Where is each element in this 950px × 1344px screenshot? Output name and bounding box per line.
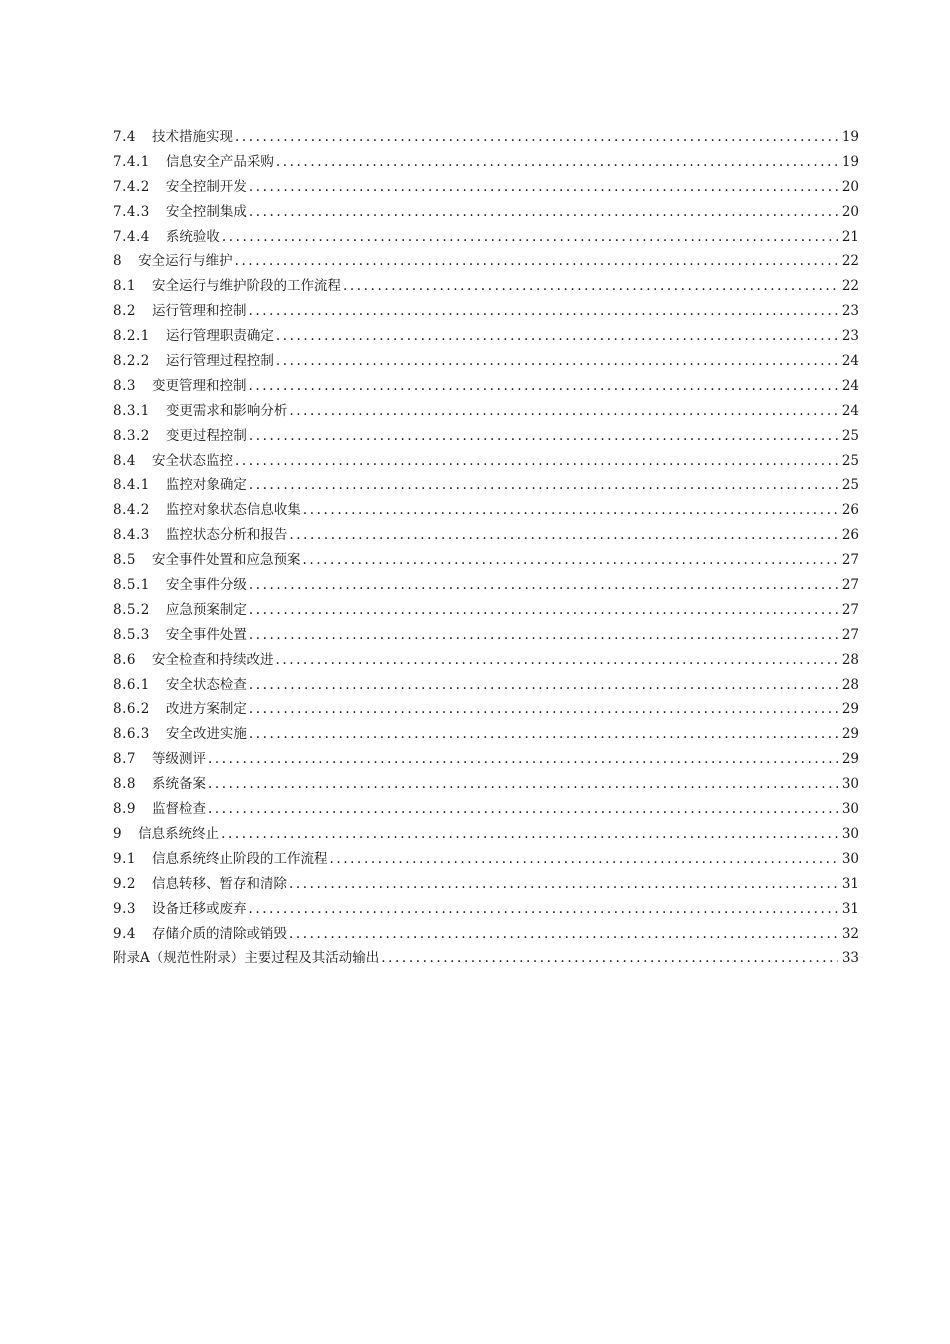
- toc-entry-page-number: 25: [841, 452, 859, 469]
- toc-entry-title: 安全事件分级: [165, 577, 247, 594]
- toc-entry[interactable]: [113, 175, 859, 200]
- toc-entry-title: 运行管理过程控制: [165, 353, 274, 370]
- toc-entry-page-number: 30: [841, 776, 859, 793]
- toc-entry-title: 应急预案制定: [165, 601, 247, 618]
- toc-entry-title: 信息系统终止阶段的工作流程: [151, 850, 328, 867]
- toc-dot-leader: [289, 922, 838, 947]
- toc-dot-leader: [249, 200, 838, 225]
- toc-dot-leader: [381, 946, 838, 971]
- toc-entry-page-number: 23: [841, 303, 859, 320]
- toc-entry-page-number: 21: [841, 228, 859, 245]
- toc-dot-leader: [208, 797, 838, 822]
- toc-entry-number: 8.5.1: [113, 577, 150, 594]
- toc-dot-leader: [249, 598, 838, 623]
- toc-entry-number: 8.6.2: [113, 701, 150, 718]
- toc-entry-page-number: 33: [841, 950, 859, 967]
- toc-entry-title: 运行管理职责确定: [165, 328, 274, 345]
- toc-entry-page-number: 27: [841, 601, 859, 618]
- toc-entry[interactable]: [113, 897, 859, 922]
- toc-entry[interactable]: [113, 946, 859, 971]
- toc-entry-number: 8.5: [113, 552, 136, 569]
- toc-entry-page-number: 22: [841, 278, 859, 295]
- toc-entry-title: 变更管理和控制: [151, 377, 247, 394]
- toc-entry-title: 安全检查和持续改进: [151, 651, 274, 668]
- toc-entry-page-number: 29: [841, 701, 859, 718]
- toc-entry-page-number: 24: [841, 377, 859, 394]
- toc-entry-number: 8.3.1: [113, 402, 150, 419]
- toc-dot-leader: [249, 673, 838, 698]
- toc-entry[interactable]: [113, 548, 859, 573]
- toc-dot-leader: [222, 225, 838, 250]
- toc-dot-leader: [235, 249, 838, 274]
- toc-dot-leader: [275, 648, 838, 673]
- toc-entry-number: 8.8: [113, 776, 136, 793]
- toc-entry-number: 9: [113, 825, 123, 842]
- toc-entry[interactable]: [113, 274, 859, 299]
- toc-entry-number: 8.4.1: [113, 477, 150, 494]
- toc-entry[interactable]: [113, 598, 859, 623]
- toc-entry-title: 系统验收: [165, 228, 220, 245]
- toc-entry[interactable]: [113, 673, 859, 698]
- toc-entry-number: 7.4.1: [113, 153, 150, 170]
- toc-entry-title: 变更过程控制: [165, 427, 247, 444]
- toc-dot-leader: [208, 747, 838, 772]
- toc-entry-number: 8.2.1: [113, 328, 150, 345]
- toc-entry[interactable]: [113, 498, 859, 523]
- toc-dot-leader: [248, 299, 838, 324]
- toc-entry-number: 8.5.2: [113, 601, 150, 618]
- toc-entry-number: 7.4: [113, 129, 136, 145]
- toc-entry[interactable]: [113, 299, 859, 324]
- toc-entry[interactable]: [113, 847, 859, 872]
- toc-entry-title: 安全运行与维护: [138, 253, 233, 270]
- toc-dot-leader: [276, 324, 838, 349]
- toc-entry-page-number: 19: [841, 129, 859, 145]
- toc-entry-title: 信息安全产品采购: [165, 153, 274, 170]
- toc-entry-number: 8.2.2: [113, 353, 150, 370]
- toc-dot-leader: [249, 623, 838, 648]
- toc-dot-leader: [249, 573, 838, 598]
- toc-dot-leader: [248, 374, 838, 399]
- toc-entry-page-number: 27: [841, 577, 859, 594]
- toc-entry[interactable]: [113, 324, 859, 349]
- toc-dot-leader: [235, 449, 838, 474]
- toc-entry-title: 安全控制开发: [165, 178, 247, 195]
- toc-entry-number: 7.4.3: [113, 203, 150, 220]
- toc-entry-number: 7.4.2: [113, 178, 150, 195]
- toc-dot-leader: [249, 697, 838, 722]
- toc-entry-title: 技术措施实现: [151, 129, 233, 145]
- toc-entry-number: 8.6.1: [113, 676, 150, 693]
- toc-dot-leader: [276, 150, 838, 175]
- toc-entry[interactable]: [113, 722, 859, 747]
- toc-dot-leader: [249, 424, 838, 449]
- toc-entry-page-number: 19: [841, 153, 859, 170]
- toc-entry-number: 8: [113, 253, 123, 270]
- toc-entry-number: 9.3: [113, 900, 136, 917]
- toc-dot-leader: [221, 822, 838, 847]
- toc-dot-leader: [289, 399, 838, 424]
- toc-entry[interactable]: [113, 424, 859, 449]
- toc-entry-page-number: 27: [841, 626, 859, 643]
- toc-entry[interactable]: [113, 200, 859, 225]
- table-of-contents: [113, 125, 859, 971]
- toc-entry-title: 安全事件处置和应急预案: [151, 552, 301, 569]
- toc-entry-title: 系统备案: [151, 776, 206, 793]
- toc-entry-title: 信息转移、暂存和清除: [151, 875, 287, 892]
- toc-entry-title: 安全控制集成: [165, 203, 247, 220]
- toc-entry-page-number: 23: [841, 328, 859, 345]
- toc-entry-page-number: 32: [841, 925, 859, 942]
- toc-dot-leader: [343, 274, 838, 299]
- toc-dot-leader: [276, 349, 838, 374]
- toc-entry[interactable]: [113, 623, 859, 648]
- toc-entry-page-number: 30: [841, 801, 859, 818]
- toc-dot-leader: [329, 847, 838, 872]
- toc-entry[interactable]: [113, 872, 859, 897]
- toc-dot-leader: [208, 772, 838, 797]
- toc-entry-page-number: 20: [841, 178, 859, 195]
- toc-entry-title: 运行管理和控制: [151, 303, 247, 320]
- toc-dot-leader: [289, 523, 838, 548]
- toc-entry-title: 设备迁移或废弃: [151, 900, 247, 917]
- toc-entry-number: 8.6: [113, 651, 136, 668]
- toc-entry-title: 安全状态检查: [165, 676, 247, 693]
- toc-entry-page-number: 27: [841, 552, 859, 569]
- toc-dot-leader: [289, 872, 838, 897]
- toc-entry-title: 信息系统终止: [138, 825, 220, 842]
- toc-entry-number: 9.2: [113, 875, 136, 892]
- toc-entry-page-number: 26: [841, 527, 859, 544]
- toc-entry[interactable]: [113, 449, 859, 474]
- toc-entry-title: 监督检查: [151, 801, 206, 818]
- toc-entry-page-number: 31: [841, 900, 859, 917]
- toc-entry-title: 监控状态分析和报告: [165, 527, 288, 544]
- toc-entry[interactable]: [113, 523, 859, 548]
- toc-entry-page-number: 25: [841, 427, 859, 444]
- toc-entry-number: 8.2: [113, 303, 136, 320]
- toc-entry-title: 监控对象状态信息收集: [165, 502, 301, 519]
- toc-entry-page-number: 28: [841, 651, 859, 668]
- toc-entry-number: 8.7: [113, 751, 136, 768]
- toc-entry-number: 8.9: [113, 801, 136, 818]
- toc-entry-number: 8.3.2: [113, 427, 150, 444]
- toc-entry-title: 监控对象确定: [165, 477, 247, 494]
- toc-entry[interactable]: [113, 648, 859, 673]
- toc-entry-page-number: 24: [841, 402, 859, 419]
- toc-entry[interactable]: [113, 573, 859, 598]
- toc-entry[interactable]: [113, 225, 859, 250]
- toc-entry-number: 8.5.3: [113, 626, 150, 643]
- toc-entry-title: 变更需求和影响分析: [165, 402, 288, 419]
- toc-entry-number: 8.3: [113, 377, 136, 394]
- toc-entry-page-number: 30: [841, 850, 859, 867]
- toc-entry-number: 8.4.2: [113, 502, 150, 519]
- toc-dot-leader: [235, 125, 838, 150]
- toc-entry-page-number: 22: [841, 253, 859, 270]
- toc-entry[interactable]: [113, 125, 859, 150]
- toc-dot-leader: [303, 498, 838, 523]
- toc-entry[interactable]: [113, 349, 859, 374]
- toc-entry-number: 9.1: [113, 850, 136, 867]
- toc-dot-leader: [249, 175, 838, 200]
- toc-entry[interactable]: [113, 747, 859, 772]
- toc-dot-leader: [249, 473, 838, 498]
- toc-entry-number: 8.4.3: [113, 527, 150, 544]
- toc-entry-title: 安全改进实施: [165, 726, 247, 743]
- toc-entry-page-number: 24: [841, 353, 859, 370]
- toc-dot-leader: [248, 897, 838, 922]
- toc-entry-number: 8.6.3: [113, 726, 150, 743]
- toc-entry-page-number: 29: [841, 751, 859, 768]
- toc-entry-page-number: 20: [841, 203, 859, 220]
- toc-entry[interactable]: [113, 473, 859, 498]
- toc-entry-title: 等级测评: [151, 751, 206, 768]
- toc-entry-title: 安全运行与维护阶段的工作流程: [151, 278, 341, 295]
- toc-entry-title: 安全状态监控: [151, 452, 233, 469]
- toc-entry-page-number: 30: [841, 825, 859, 842]
- toc-entry-title: 安全事件处置: [165, 626, 247, 643]
- toc-entry[interactable]: [113, 772, 859, 797]
- toc-entry-page-number: 25: [841, 477, 859, 494]
- toc-entry-page-number: 31: [841, 875, 859, 892]
- toc-entry-page-number: 28: [841, 676, 859, 693]
- toc-entry-page-number: 29: [841, 726, 859, 743]
- toc-entry-title: 存储介质的清除或销毁: [151, 925, 287, 942]
- toc-entry[interactable]: [113, 399, 859, 424]
- toc-dot-leader: [249, 722, 838, 747]
- toc-dot-leader: [302, 548, 838, 573]
- toc-entry-page-number: 26: [841, 502, 859, 519]
- toc-entry[interactable]: [113, 922, 859, 947]
- toc-entry[interactable]: [113, 374, 859, 399]
- toc-entry-number: 7.4.4: [113, 228, 150, 245]
- toc-entry-number: 9.4: [113, 925, 136, 942]
- toc-entry-title: 附录A（规范性附录）主要过程及其活动输出: [113, 950, 380, 967]
- toc-entry[interactable]: [113, 797, 859, 822]
- toc-entry[interactable]: [113, 822, 859, 847]
- toc-entry[interactable]: [113, 150, 859, 175]
- toc-entry-number: 8.1: [113, 278, 136, 295]
- toc-entry[interactable]: [113, 697, 859, 722]
- toc-entry-title: 改进方案制定: [165, 701, 247, 718]
- toc-entry-number: 8.4: [113, 452, 136, 469]
- toc-entry[interactable]: [113, 249, 859, 274]
